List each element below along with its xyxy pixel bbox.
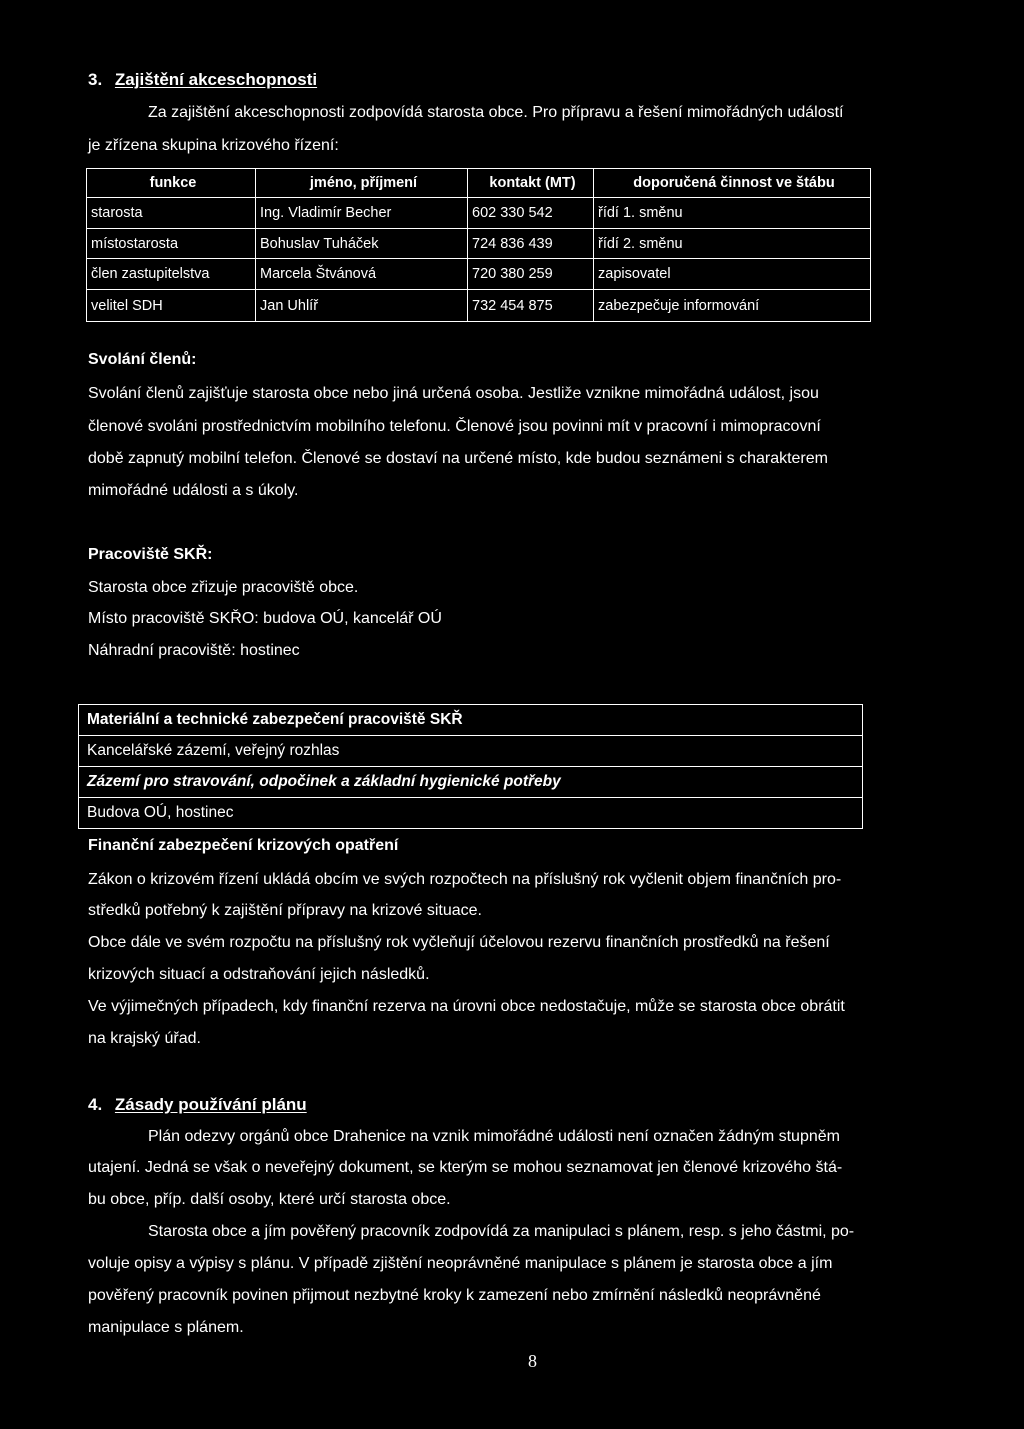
table-cell: řídí 1. směnu xyxy=(594,198,871,229)
table-row xyxy=(79,705,863,736)
table-row xyxy=(87,229,871,259)
table-cell: místostarosta xyxy=(87,229,256,259)
table-cell: 724 836 439 xyxy=(468,229,594,259)
header-kontakt: kontakt (MT) xyxy=(468,169,594,198)
table-row xyxy=(79,736,863,767)
header-cinnost: doporučená činnost ve štábu xyxy=(594,169,871,198)
table-row xyxy=(79,767,863,798)
page-number: 8 xyxy=(528,1351,537,1371)
section-4-title: Zásady používání plánu xyxy=(114,1095,307,1114)
pracoviste-line-2: Místo pracoviště SKŘO: budova OÚ, kancelář OÚ xyxy=(88,610,442,627)
financni-heading: Finanční zabezpečení krizových opatření xyxy=(88,837,399,854)
crisis-staff-table xyxy=(86,168,871,322)
table-cell: Zázemí pro stravování, odpočinek a základní hygienické potřeby xyxy=(79,767,863,798)
table-cell: Jan Uhlíř xyxy=(256,290,468,322)
svolani-line-3: době zapnutý mobilní telefon. Členové se dostaví na určené místo, kde budou seznámeni s charakterem xyxy=(88,450,828,467)
header-jmeno: jméno, příjmení xyxy=(256,169,468,198)
table-row xyxy=(87,198,871,229)
table-cell: velitel SDH xyxy=(87,290,256,322)
header-funkce: funkce xyxy=(87,169,256,198)
section-4-line-1: Plán odezvy orgánů obce Drahenice na vznik mimořádné události není označen žádným stupněm xyxy=(148,1128,840,1145)
financni-line-5: Ve výjimečných případech, kdy finanční rezerva na úrovni obce nedostačuje, může se starosta obce obrátit xyxy=(88,998,845,1015)
svolani-line-2: členové svoláni prostřednictvím mobilního telefonu. Členové jsou povinni mít v pracovní i mimopracovní xyxy=(88,418,821,435)
table-row xyxy=(87,290,871,322)
table-cell: zapisovatel xyxy=(594,259,871,290)
table-cell: řídí 2. směnu xyxy=(594,229,871,259)
section-4-line-2: utajení. Jedná se však o neveřejný dokument, se kterým se mohou seznamovat jen členové krizového štá- xyxy=(88,1159,843,1176)
financni-line-3: Obce dále ve svém rozpočtu na příslušný rok vyčleňují účelovou rezervu finančních prostředků na řešení xyxy=(88,934,830,951)
section-4-line-6: pověřený pracovník povinen přijmout nezbytné kroky k zamezení nebo zmírnění následků neoprávněné xyxy=(88,1287,821,1304)
table-cell: Materiální a technické zabezpečení pracoviště SKŘ xyxy=(79,705,863,736)
table-cell: Budova OÚ, hostinec xyxy=(79,798,863,829)
svolani-line-4: mimořádné události a s úkoly. xyxy=(88,482,299,499)
section-4-heading xyxy=(88,1095,307,1115)
table-cell: Ing. Vladimír Becher xyxy=(256,198,468,229)
pracoviste-heading: Pracoviště SKŘ: xyxy=(88,546,213,563)
table-cell: Marcela Štvánová xyxy=(256,259,468,290)
material-support-table xyxy=(78,704,863,829)
pracoviste-line-3: Náhradní pracoviště: hostinec xyxy=(88,642,300,659)
pracoviste-line-1: Starosta obce zřizuje pracoviště obce. xyxy=(88,579,359,596)
section-4-line-4: Starosta obce a jím pověřený pracovník zodpovídá za manipulaci s plánem, resp. s jeho částmi, po- xyxy=(148,1223,855,1240)
section-3-intro-line-1: Za zajištění akceschopnosti zodpovídá starosta obce. Pro přípravu a řešení mimořádných událostí xyxy=(148,104,844,121)
financni-line-4: krizových situací a odstraňování jejich následků. xyxy=(88,966,430,983)
table-row xyxy=(87,259,871,290)
financni-line-1: Zákon o krizovém řízení ukládá obcím ve svých rozpočtech na příslušný rok vyčlenit objem finančních pro- xyxy=(88,871,842,888)
svolani-heading: Svolání členů: xyxy=(88,351,197,368)
table-cell: 720 380 259 xyxy=(468,259,594,290)
section-3-number: 3. xyxy=(88,70,103,89)
section-3-intro-line-2: je zřízena skupina krizového řízení: xyxy=(88,137,339,154)
section-4-number: 4. xyxy=(88,1095,103,1114)
table-row xyxy=(79,798,863,829)
financni-line-2: středků potřebný k zajištění přípravy na krizové situace. xyxy=(88,902,482,919)
section-4-line-5: voluje opisy a výpisy s plánu. V případě zjištění neoprávněné manipulace s plánem je starosta obce a jím xyxy=(88,1255,833,1272)
table-cell: 602 330 542 xyxy=(468,198,594,229)
section-4-line-3: bu obce, příp. další osoby, které určí starosta obce. xyxy=(88,1191,451,1208)
section-4-line-7: manipulace s plánem. xyxy=(88,1319,244,1336)
table-cell: Bohuslav Tuháček xyxy=(256,229,468,259)
section-3-heading xyxy=(88,70,317,90)
svolani-line-1: Svolání členů zajišťuje starosta obce nebo jiná určená osoba. Jestliže vznikne mimořádná událost, jsou xyxy=(88,385,819,402)
table-header-row xyxy=(87,169,871,198)
table-cell: 732 454 875 xyxy=(468,290,594,322)
table-cell: starosta xyxy=(87,198,256,229)
table-cell: člen zastupitelstva xyxy=(87,259,256,290)
section-3-title: Zajištění akceschopnosti xyxy=(114,70,318,89)
table-cell: zabezpečuje informování xyxy=(594,290,871,322)
table-cell: Kancelářské zázemí, veřejný rozhlas xyxy=(79,736,863,767)
financni-line-6: na krajský úřad. xyxy=(88,1030,201,1047)
